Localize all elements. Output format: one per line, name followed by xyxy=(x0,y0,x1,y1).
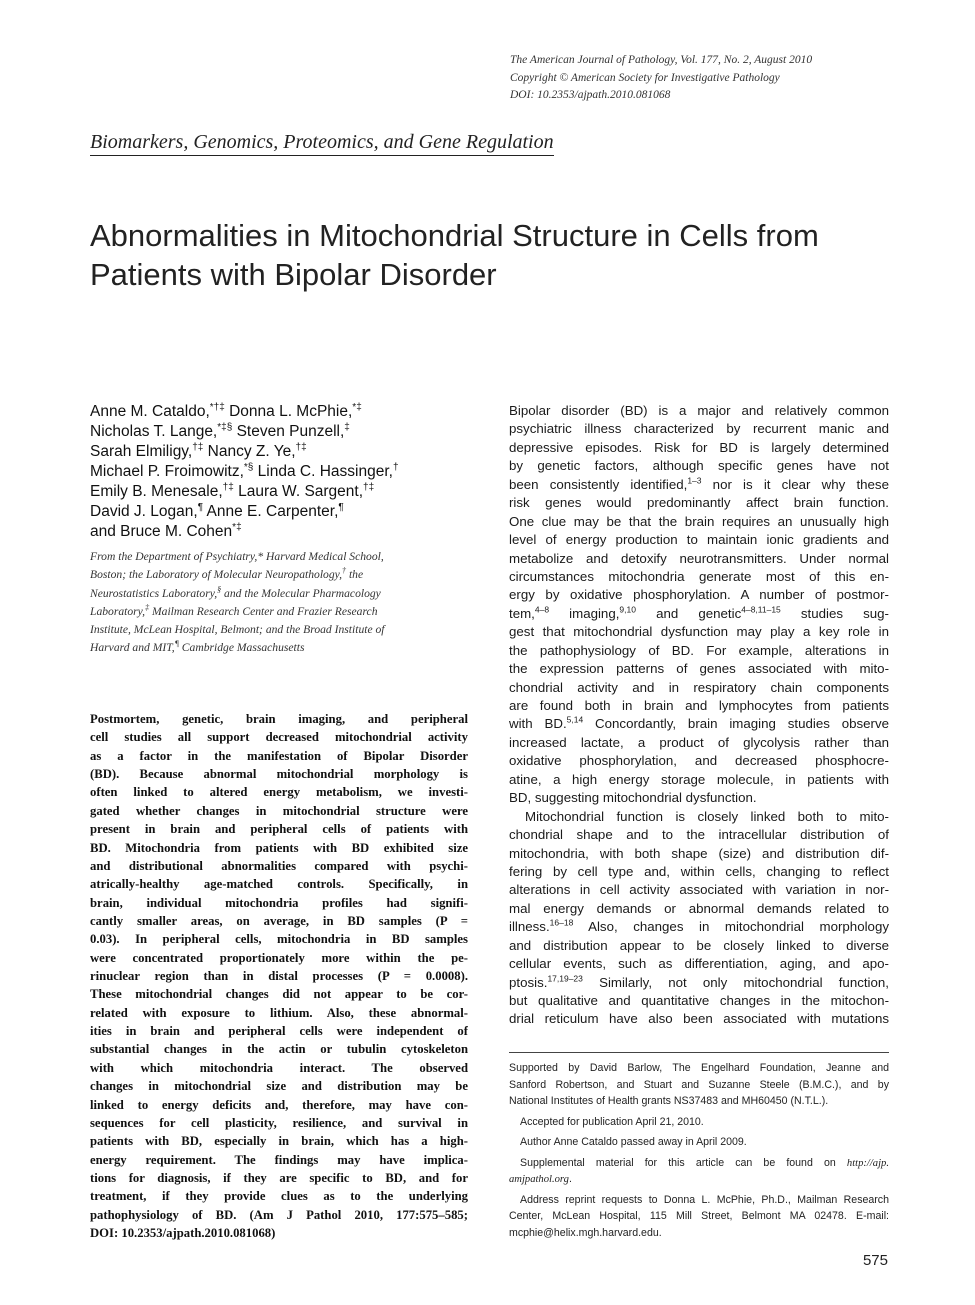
author-line xyxy=(90,522,490,542)
body-text-run: Similarly, not only mitochondrial function, xyxy=(582,974,889,990)
body-line xyxy=(509,513,889,531)
body-line xyxy=(509,586,889,604)
footnote-accepted: Accepted for publication April 21, 2010. xyxy=(520,1115,704,1128)
author-affiliation-mark: †‡ xyxy=(192,441,204,453)
body-line xyxy=(509,789,889,807)
body-line xyxy=(509,900,889,918)
body-text-run: gest that mitochondrial dysfunction may play a key role in xyxy=(509,624,889,640)
author-affiliation-mark: *†‡ xyxy=(209,401,225,413)
body-text-run: BD, suggesting mitochondrial dysfunction. xyxy=(509,790,757,806)
body-text-run: by genetic factors, although specific genes have not xyxy=(509,458,889,474)
body-text-run: increased lactate, a product of glycolysis rather than xyxy=(509,734,889,750)
affiliation-text: Harvard and MIT, xyxy=(90,641,175,655)
affiliation-text: Institute, McLean Hospital, Belmont; and the Broad Institute of xyxy=(90,623,385,637)
author-line xyxy=(90,482,490,502)
footnote-deceased: Author Anne Cataldo passed away in April 2009. xyxy=(520,1136,747,1148)
author-name: Laura W. Sargent, xyxy=(233,483,364,500)
page-number: 575 xyxy=(862,1252,888,1269)
footnote-support-line: National Institutes of Health grants NS37483 and MH60450 (N.T.L.). xyxy=(509,1095,829,1107)
body-line xyxy=(509,476,889,494)
body-line xyxy=(509,881,889,899)
body-line xyxy=(509,845,889,863)
body-text-run: oxidative phosphorylation, and decreased phosphocre- xyxy=(509,753,889,769)
affiliation-mark: † xyxy=(342,566,347,576)
body-text-run: level of energy production to maintain ionic gradients and xyxy=(509,532,889,548)
body-line xyxy=(509,642,889,660)
author-affiliation-mark: † xyxy=(392,461,399,473)
body-text-run: Concordantly, brain imaging studies observe xyxy=(583,716,889,732)
abstract-line: cantly smaller areas, on average, in BD samples (P = xyxy=(90,913,468,928)
body-text-run: and genetic xyxy=(635,605,742,621)
affiliation-text: Laboratory, xyxy=(90,604,146,618)
affiliation-text: Cambridge Massachusetts xyxy=(178,641,305,655)
abstract-line: atrically-healthy age-matched controls. Specifically, in xyxy=(90,877,468,892)
abstract-line: substantial changes in the actin or tubulin cytoskeleton xyxy=(90,1042,468,1057)
abstract-line: pathophysiology of BD. (Am J Pathol 2010, 177:575–585; xyxy=(90,1207,468,1222)
article-title xyxy=(90,216,910,294)
body-text-run: tem, xyxy=(509,605,535,621)
body-line xyxy=(509,550,889,568)
author-name: Donna L. McPhie, xyxy=(224,403,353,420)
affiliation-mark: ¶ xyxy=(174,639,179,649)
body-text-run: fering by cell type and, within cells, changing to reflect xyxy=(509,863,889,879)
author-name: Anne E. Carpenter, xyxy=(203,503,339,520)
journal-info xyxy=(510,52,930,105)
body-text-run: ptosis. xyxy=(509,974,548,990)
author-name: Sarah Elmiligy, xyxy=(90,443,193,460)
body-text-run: studies sug- xyxy=(780,605,889,621)
body-line xyxy=(509,531,889,549)
author-affiliation-mark: ¶ xyxy=(338,501,344,513)
abstract-line: ities in brain and peripheral cells were independent of xyxy=(90,1024,468,1039)
body-line xyxy=(509,808,889,826)
journal-citation: The American Journal of Pathology, Vol. 177, No. 2, August 2010 xyxy=(510,54,813,66)
affiliation-text: Mailman Research Center and Frazier Research xyxy=(149,604,378,618)
affiliation-mark: § xyxy=(217,584,222,594)
affiliation-text: From the Department of Psychiatry,* Harvard Medical School, xyxy=(90,550,384,563)
body-text-run: cellular events, such as differentiation, aging, and apo- xyxy=(509,956,889,972)
citation-ref[interactable]: 5,14 xyxy=(566,715,584,726)
abstract-line: treatment, if they provide clues as to the underlying xyxy=(90,1189,468,1204)
author-affiliation-mark: *‡§ xyxy=(217,421,233,433)
affiliation-text: Neurostatistics Laboratory, xyxy=(90,586,218,600)
affiliation-line xyxy=(90,566,470,584)
abstract-line: DOI: 10.2353/ajpath.2010.081068) xyxy=(90,1226,276,1241)
body-line xyxy=(509,992,889,1010)
body-line xyxy=(509,1010,889,1028)
body-text-run: imaging, xyxy=(549,605,620,621)
body-text-run: circumstances mitochondria generate most of this en- xyxy=(509,568,889,584)
author-line xyxy=(90,402,490,422)
author-affiliation-mark: *§ xyxy=(243,461,254,473)
body-line xyxy=(509,918,889,936)
abstract-line: were concentrated proportionately more within the pe- xyxy=(90,950,468,965)
body-line xyxy=(509,826,889,844)
body-text-run: mal energy demands or abnormal demands related to xyxy=(509,900,889,916)
journal-doi: DOI: 10.2353/ajpath.2010.081068 xyxy=(510,89,671,101)
body-text-run: illness. xyxy=(509,919,550,935)
body-text-run: mitochondria, with both shape (size) and distribution dif- xyxy=(509,845,889,861)
affiliation-line xyxy=(90,639,470,657)
author-affiliation-mark: ¶ xyxy=(197,501,204,513)
abstract-line: tions for diagnosis, if they are specific to BD, and for xyxy=(90,1170,468,1185)
author-name: Nicholas T. Lange, xyxy=(90,423,218,440)
body-text-run: metabolize and detoxify neurotransmitters. Under normal xyxy=(509,550,889,566)
author-line xyxy=(90,422,490,442)
body-text-run: and distribution appear to be closely linked to diverse xyxy=(509,937,889,953)
body-line xyxy=(509,752,889,770)
citation-ref[interactable]: 17,19–23 xyxy=(547,973,583,984)
body-text-run: nor is it clear why these xyxy=(701,476,889,492)
author-list xyxy=(90,402,490,542)
abstract-line: (BD). Because abnormal mitochondrial morphology is xyxy=(90,767,468,782)
footnote-reprint-line: Address reprint requests to Donna L. McPhie, Ph.D., Mailman Research xyxy=(520,1193,889,1206)
body-text-run: One clue may be that the brain requires an unusually high xyxy=(509,513,889,529)
author-name: David J. Logan, xyxy=(90,503,198,520)
affiliation-line xyxy=(90,621,470,639)
abstract-line: Postmortem, genetic, brain imaging, and peripheral xyxy=(90,712,468,726)
author-affiliation-mark: ‡ xyxy=(344,421,350,433)
author-line xyxy=(90,462,490,482)
supplemental-link-cont[interactable]: amjpathol.org xyxy=(509,1174,569,1185)
footnote-support-line: Sanford Robertson, and Stuart and Suzanne Steele (B.M.C.), and by xyxy=(509,1078,889,1091)
body-text-run: but qualitative and quantitative changes in the mitochon- xyxy=(509,993,889,1008)
body-text-run: chondrial activity and in respiratory chain components xyxy=(509,679,889,695)
title-line: Patients with Bipolar Disorder xyxy=(90,257,497,292)
author-affiliation-mark: †‡ xyxy=(363,481,375,493)
author-name: Linda C. Hassinger, xyxy=(253,463,393,480)
body-line xyxy=(509,494,889,512)
footnote-reprint-email[interactable]: mcphie@helix.mgh.harvard.edu. xyxy=(509,1226,662,1239)
body-text-run: alterations in cell activity associated with variation in nor- xyxy=(509,882,889,898)
citation-ref[interactable]: 4–8 xyxy=(534,604,550,615)
abstract-line: related with exposure to lithium. Also, these abnormal- xyxy=(90,1005,468,1020)
abstract-line: cell studies all support decreased mitochondrial activity xyxy=(90,730,468,745)
author-line xyxy=(90,502,490,522)
abstract-line: and distributional abnormalities compared with psychi- xyxy=(90,858,468,873)
body-text-run: depressive episodes. Risk for BD is largely determined xyxy=(509,439,889,455)
body-text-run: been consistently identified, xyxy=(509,476,688,492)
body-text-run: risk genes would predominantly affect brain function. xyxy=(509,495,889,511)
body-line xyxy=(509,734,889,752)
abstract-line: patients with BD, especially in brain, which has a high- xyxy=(90,1134,468,1149)
supplemental-link[interactable]: http://ajp. xyxy=(846,1157,889,1169)
author-name: Michael P. Froimowitz, xyxy=(90,463,244,480)
abstract-line: gated whether changes in mitochondrial structure were xyxy=(90,803,468,818)
abstract-line: as a factor in the manifestation of Bipolar Disorder xyxy=(90,748,468,763)
author-name: Emily B. Menesale, xyxy=(90,483,223,500)
body-line xyxy=(509,623,889,641)
citation-ref[interactable]: 9,10 xyxy=(619,604,636,615)
abstract-line: linked to energy deficits and, therefore, may have con- xyxy=(90,1097,468,1112)
body-line xyxy=(509,457,889,475)
affiliation-line xyxy=(90,548,470,566)
body-line xyxy=(509,974,889,992)
author-line xyxy=(90,442,490,462)
affiliation-line xyxy=(90,585,470,603)
body-text xyxy=(509,402,889,1029)
body-text-run: the expression patterns of genes associated with mito- xyxy=(509,661,889,677)
abstract-line: 0.03). In peripheral cells, mitochondria in BD samples xyxy=(90,932,468,947)
footnote-support-line: Supported by David Barlow, The Engelhard Foundation, Jeanne and xyxy=(509,1062,889,1074)
body-text-run: with BD. xyxy=(509,716,567,732)
footnotes xyxy=(509,1060,889,1241)
author-affiliation-mark: *‡ xyxy=(352,401,362,413)
body-text-run: the pathophysiology of BD. For example, alterations in xyxy=(509,642,889,658)
body-text-run: drial reticulum have also been associated with mutations xyxy=(509,1011,889,1027)
body-text-run: chondrial shape and to the intracellular distribution of xyxy=(509,827,889,843)
footnote-supplemental: Supplemental material for this article can be found on http://ajp. xyxy=(520,1156,889,1169)
footnote-reprint-line: Center, McLean Hospital, 115 Mill Street, Belmont MA 02478. E-mail: xyxy=(509,1210,889,1222)
author-affiliation-mark: †‡ xyxy=(222,481,234,493)
body-line xyxy=(509,679,889,697)
body-text-run: psychiatric illness characterized by recurrent manic and xyxy=(509,421,889,437)
abstract-line: often linked to altered energy metabolism, we investi- xyxy=(90,785,468,800)
body-line xyxy=(509,937,889,955)
citation-ref[interactable]: 1–3 xyxy=(687,475,702,486)
body-line xyxy=(509,863,889,881)
section-heading: Biomarkers, Genomics, Proteomics, and Gene Regulation xyxy=(90,131,554,156)
body-line xyxy=(509,660,889,678)
affiliation-text: Boston; the Laboratory of Molecular Neuropathology, xyxy=(90,568,343,582)
abstract-line: rinuclear region than in distal processes (P = 0.0008). xyxy=(90,969,468,984)
body-text-run: are found both in brain and lymphocytes from patients xyxy=(509,698,889,713)
body-line xyxy=(509,697,889,715)
abstract-line: brain, individual mitochondria profiles had signifi- xyxy=(90,895,468,910)
body-line xyxy=(509,955,889,973)
abstract-line: energy requirement. The findings may have implica- xyxy=(90,1152,468,1167)
body-line xyxy=(509,715,889,733)
citation-ref[interactable]: 16–18 xyxy=(549,918,574,928)
author-name: Steven Punzell, xyxy=(232,423,345,440)
affiliation-mark: ‡ xyxy=(145,603,150,613)
body-line xyxy=(509,771,889,789)
abstract xyxy=(90,710,468,1242)
body-text-run: ergy by oxidative phosphorylation. A number of postmor- xyxy=(509,587,889,603)
body-text-run: Bipolar disorder (BD) is a major and relatively common xyxy=(509,403,889,418)
abstract-line: changes in mitochondrial size and distribution may be xyxy=(90,1079,468,1094)
author-affiliation-mark: *‡ xyxy=(232,521,242,533)
body-text-run: Mitochondrial function is closely linked both to mito- xyxy=(525,808,889,824)
body-line xyxy=(509,568,889,586)
journal-copyright: Copyright © American Society for Investigative Pathology xyxy=(510,71,780,84)
body-line xyxy=(509,605,889,623)
affiliation xyxy=(90,548,470,658)
abstract-line: with which mitochondria interact. The observed xyxy=(90,1060,468,1075)
footnote-divider xyxy=(509,1052,889,1053)
author-name: and Bruce M. Cohen xyxy=(90,523,233,540)
abstract-line: present in brain and peripheral cells of patients with xyxy=(90,822,468,837)
affiliation-text: and the Molecular Pharmacology xyxy=(221,586,381,600)
title-line: Abnormalities in Mitochondrial Structure in Cells from xyxy=(90,218,819,253)
abstract-line: BD. Mitochondria from patients with BD exhibited size xyxy=(90,840,468,855)
abstract-line: sequences for cell plasticity, resilience, and survival in xyxy=(90,1115,468,1130)
affiliation-line xyxy=(90,603,470,621)
citation-ref[interactable]: 4–8,11–15 xyxy=(741,604,781,615)
abstract-line: These mitochondrial changes did not appear to be cor- xyxy=(90,987,468,1002)
body-text-run: Also, changes in mitochondrial morphology xyxy=(573,919,889,935)
body-line xyxy=(509,420,889,438)
body-line xyxy=(509,402,889,420)
author-affiliation-mark: †‡ xyxy=(295,441,307,453)
author-name: Anne M. Cataldo, xyxy=(90,403,210,420)
body-text-run: atine, a high energy storage molecule, in patients with xyxy=(509,771,889,787)
author-name: Nancy Z. Ye, xyxy=(203,443,296,460)
footnote-supplemental-cont: amjpathol.org. xyxy=(509,1173,572,1185)
affiliation-text: the xyxy=(346,568,364,582)
body-line xyxy=(509,439,889,457)
